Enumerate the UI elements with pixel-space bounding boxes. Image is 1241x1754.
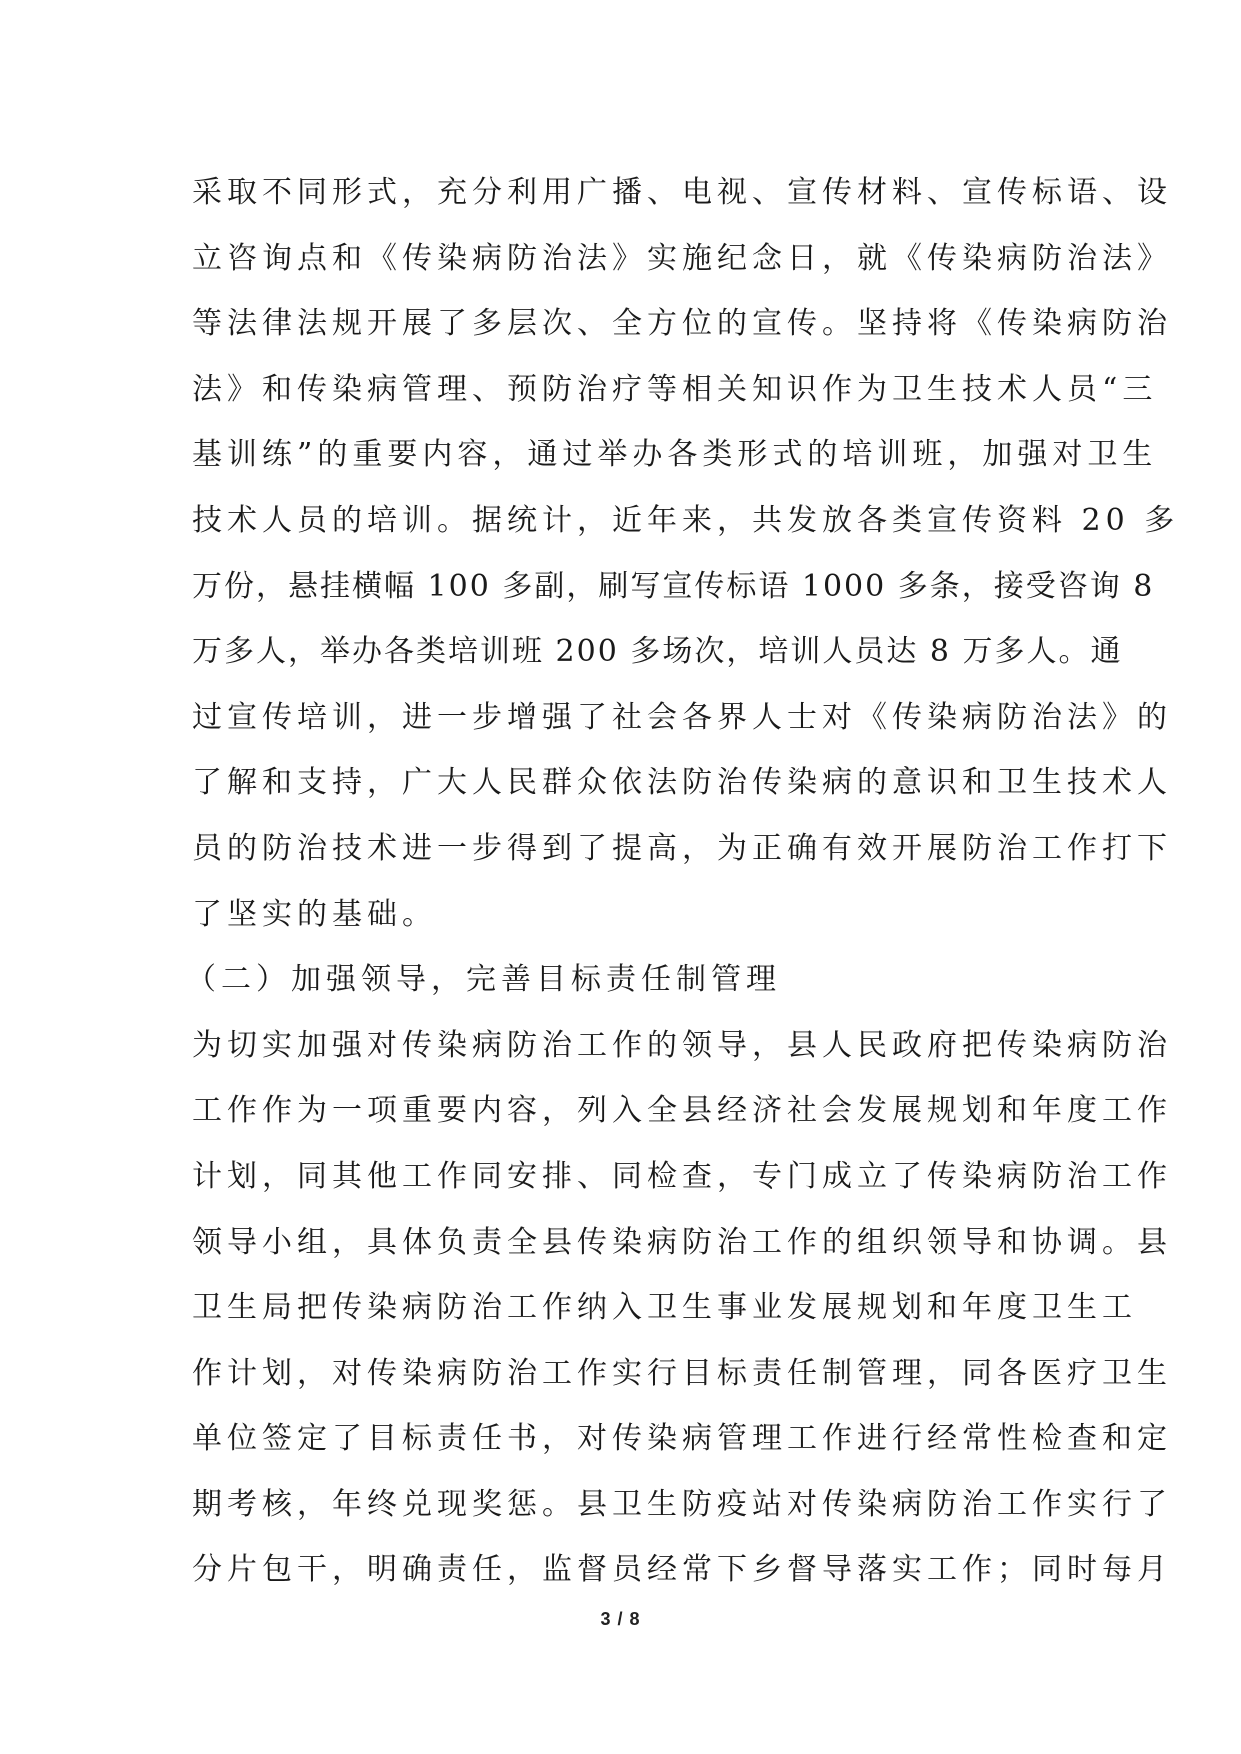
- text-line: 为切实加强对传染病防治工作的领导，县人民政府把传染病防治: [192, 1027, 1172, 1063]
- text-line: 立咨询点和《传染病防治法》实施纪念日，就《传染病防治法》: [192, 240, 1172, 276]
- text-line: 作计划，对传染病防治工作实行目标责任制管理，同各医疗卫生: [192, 1355, 1172, 1391]
- text-line: 技术人员的培训。据统计，近年来，共发放各类宣传资料 20 多: [192, 502, 1180, 538]
- text-line: 领导小组，具体负责全县传染病防治工作的组织领导和协调。县: [192, 1224, 1172, 1260]
- page-number: 3 / 8: [600, 1609, 641, 1629]
- text-line: 了解和支持，广大人民群众依法防治传染病的意识和卫生技术人: [192, 765, 1172, 801]
- text-line: 基训练”的重要内容，通过举办各类形式的培训班，加强对卫生: [192, 437, 1158, 473]
- text-line: 了坚实的基础。: [192, 896, 437, 932]
- text-line: 法》和传染病管理、预防治疗等相关知识作为卫生技术人员“三: [192, 371, 1158, 407]
- text-line: 万多人，举办各类培训班 200 多场次，培训人员达 8 万多人。通: [192, 634, 1123, 670]
- text-line: 工作作为一项重要内容，列入全县经济社会发展规划和年度工作: [192, 1093, 1172, 1129]
- body-text: [186, 160, 1180, 1603]
- text-line: 员的防治技术进一步得到了提高，为正确有效开展防治工作打下: [192, 830, 1172, 866]
- text-line: 单位签定了目标责任书，对传染病管理工作进行经常性检查和定: [192, 1421, 1172, 1457]
- text-line: 等法律法规开展了多层次、全方位的宣传。坚持将《传染病防治: [192, 306, 1172, 342]
- section-heading: （二）加强领导，完善目标责任制管理: [186, 962, 781, 998]
- text-line: 分片包干，明确责任，监督员经常下乡督导落实工作；同时每月: [192, 1552, 1172, 1588]
- text-line: 期考核，年终兑现奖惩。县卫生防疫站对传染病防治工作实行了: [192, 1486, 1172, 1522]
- text-line: 计划，同其他工作同安排、同检查，专门成立了传染病防治工作: [192, 1158, 1172, 1194]
- text-line: 万份，悬挂横幅 100 多副，刷写宣传标语 1000 多条，接受咨询 8: [192, 568, 1155, 604]
- text-line: 采取不同形式，充分利用广播、电视、宣传材料、宣传标语、设: [192, 175, 1172, 210]
- text-line: 过宣传培训，进一步增强了社会各界人士对《传染病防治法》的: [192, 699, 1172, 735]
- text-line: 卫生局把传染病防治工作纳入卫生事业发展规划和年度卫生工: [192, 1290, 1137, 1326]
